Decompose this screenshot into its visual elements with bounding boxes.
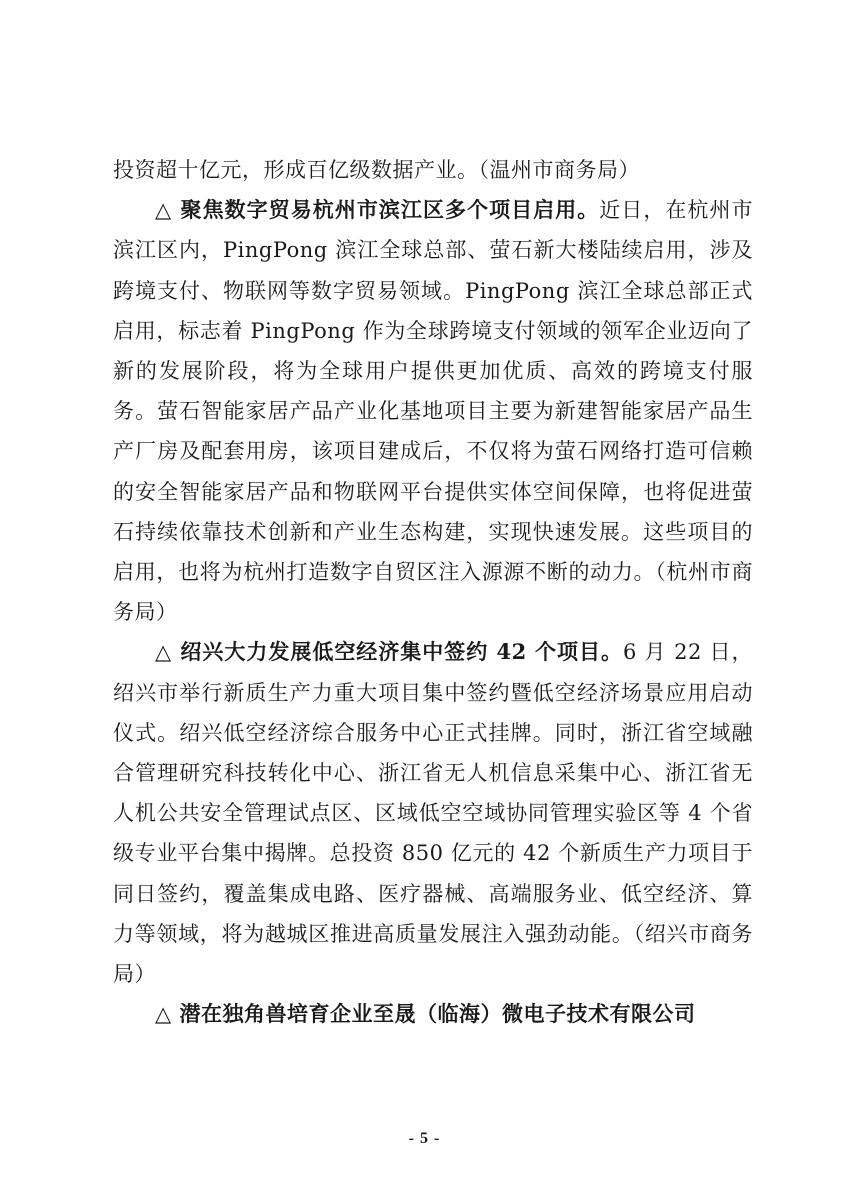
paragraph-text: 近日，在杭州市滨江区内，PingPong 滨江全球总部、萤石新大楼陆续启用，涉及跨境支付、物联网等数字贸易领域。PingPong 滨江全球总部正式启用，标志着 PingPong 作为全球跨境支付领域的领军企业迈向了新的发展阶段，将为全球用户提供更加优质、高效的跨境支付服务。萤石智能家居产品产业化基地项目主要为新建智能家居产品生产厂房及配套用房，该项目建成后，不仅将为萤石网络打造可信赖的安全智能家居产品和物联网平台提供实体空间保障，也将促进萤石持续依靠技术创新和产业生态构建，实现快速发展。这些项目的启用，也将为杭州打造数字自贸区注入源源不断的动力。（杭州市商务局） (113, 198, 753, 625)
paragraph-text: 6 月 22 日，绍兴市举行新质生产力重大项目集中签约暨低空经济场景应用启动仪式。绍兴低空经济综合服务中心正式挂牌。同时，浙江省空域融合管理研究科技转化中心、浙江省无人机信息采集中心、浙江省无人机公共安全管理试点区、区域低空空域协同管理实验区等 4 个省级专业平台集中揭牌。总投资 850 亿元的 42 个新质生产力项目于同日签约，覆盖集成电路、医疗器械、高端服务业、低空经济、算力等领域，将为越城区推进高质量发展注入强劲动能。（绍兴市商务局） (113, 640, 753, 987)
paragraph-text: 投资超十亿元，形成百亿级数据产业。（温州市商务局） (113, 158, 640, 182)
paragraph-heading: △ 绍兴大力发展低空经济集中签约 42 个项目。 (155, 639, 623, 665)
page-number: - 5 - (408, 1130, 441, 1147)
paragraph-hangzhou-binjiang (113, 190, 753, 632)
paragraph-heading: △ 聚焦数字贸易杭州市滨江区多个项目启用。 (155, 197, 600, 223)
paragraph-heading: △ 潜在独角兽培育企业至晟（临海）微电子技术有限公司 (155, 1001, 696, 1027)
document-body (113, 150, 753, 1034)
paragraph-shaoxing-low-altitude (113, 632, 753, 994)
paragraph-wenzhou-tail (113, 150, 753, 190)
paragraph-linhai-unicorn (113, 994, 753, 1034)
